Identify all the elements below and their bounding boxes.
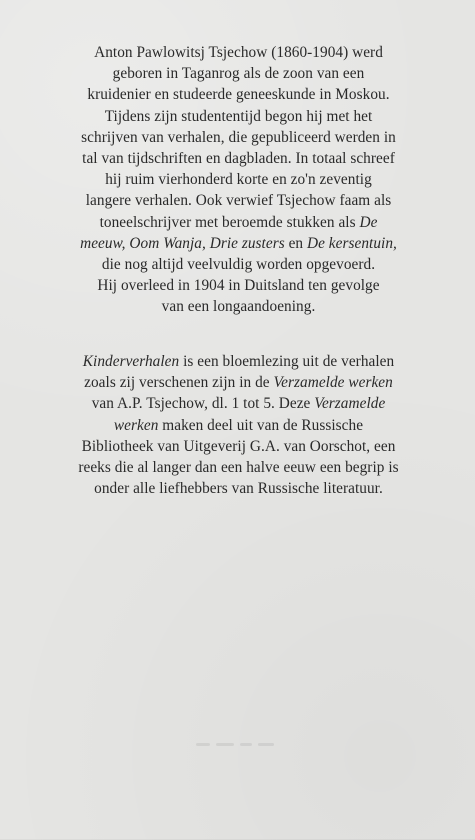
bio-line-3: kruidenier en studeerde geneeskunde in Moskou. [87,86,390,104]
description-line-1-title: Kinderverhalen [82,353,180,370]
description-line-2 [36,372,441,393]
bio-line-2: geboren in Taganrog als de zoon van een [112,65,365,83]
description-line-4-italic: werken [113,416,159,434]
description-line-3-prefix: van A.P. Tsjechow, dl. 1 tot 5. Deze [91,395,315,413]
faint-mark-segment [258,743,274,746]
bio-line-8: langere verhalen. Ook verwief Tsjechow faam als [85,192,392,210]
bio-line-10-italic-a: meeuw, Oom Wanja, Drie zusters [80,234,285,252]
description-line-3-italic: Verzamelde [314,395,386,413]
faint-mark-segment [196,743,210,746]
bio-line-12: Hij overleed in 1904 in Duitsland ten gevolge [97,277,380,295]
description-line-5: Bibliotheek van Uitgeverij G.A. van Oorschot, een [81,437,396,455]
bio-line-6: tal van tijdschriften en dagbladen. In totaal schreef [82,150,395,168]
bio-line-7: hij ruim vierhonderd korte en zo'n zeventig [105,171,372,189]
description-line-1-rest: is een bloemlezing uit de verhalen [179,353,395,370]
bio-line-9-italic: De [359,213,378,231]
faint-bottom-mark [196,740,274,748]
collection-description [36,351,441,499]
bio-line-9 [36,212,441,233]
description-line-6: reeks die al langer dan een halve eeuw een begrip is [78,459,399,477]
bio-line-10 [36,233,441,254]
faint-mark-segment [216,743,234,746]
author-biography [36,42,441,318]
description-line-4-rest: maken deel uit van de Russische [158,416,364,434]
description-line-1 [36,351,441,372]
bio-line-13: van een longaandoening. [161,298,316,316]
bio-line-1: Anton Pawlowitsj Tsjechow (1860-1904) werd [94,44,383,61]
description-line-3 [36,393,441,414]
bio-line-11: die nog altijd veelvuldig worden opgevoerd. [101,256,376,274]
bio-line-4: Tijdens zijn studententijd begon hij met het [104,107,373,125]
bio-line-10-italic-b: De kersentuin, [307,234,397,252]
bio-line-9-prefix: toneelschrijver met beroemde stukken als [99,213,360,231]
description-line-2-prefix: zoals zij verschenen zijn in de [84,374,274,392]
description-line-4 [36,415,441,436]
bio-line-5: schrijven van verhalen, die gepubliceerd werden in [81,128,396,146]
description-line-2-italic: Verzamelde werken [273,374,393,392]
faint-mark-segment [240,743,252,746]
bio-line-10-mid: en [284,234,307,252]
description-line-7: onder alle liefhebbers van Russische literatuur. [94,480,383,498]
